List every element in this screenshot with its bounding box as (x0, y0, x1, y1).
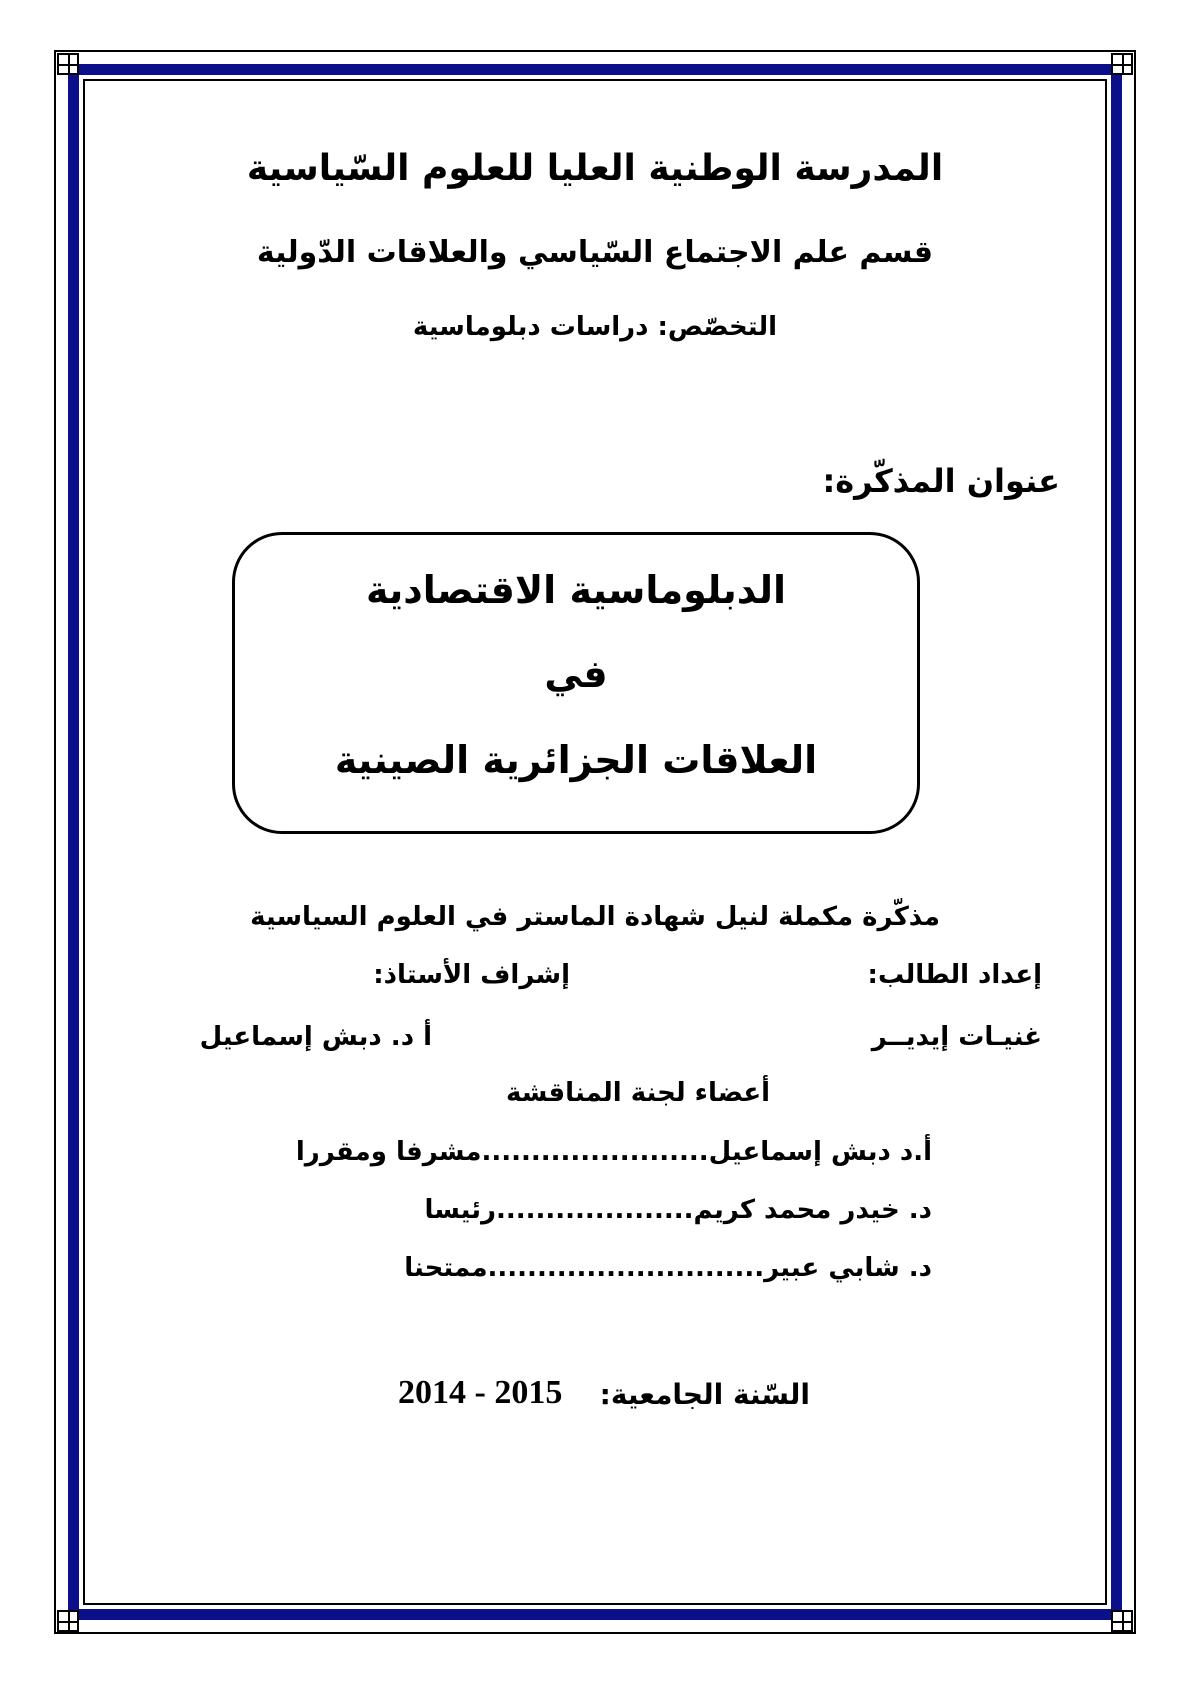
page-border-inner (83, 79, 1107, 1605)
committee-member: د. خيدر محمد كريم....................رئيسا (424, 1195, 932, 1225)
school-name: المدرسة الوطنية العليا للعلوم السّياسية (246, 148, 944, 189)
academic-year-value: 2014 - 2015 (398, 1374, 563, 1411)
corner-ornament-bottom-right (1111, 1610, 1133, 1632)
committee-member: أ.د دبش إسماعيل.......................مشرفا ومقررا (295, 1137, 932, 1167)
committee-member: د. شابي عبير............................ممتحنا (404, 1253, 932, 1283)
corner-ornament-top-left (57, 53, 79, 75)
supervisor-label: إشراف الأستاذ: (373, 960, 570, 990)
corner-ornament-top-right (1111, 53, 1133, 75)
thesis-title-line-3: العلاقات الجزائرية الصينية (334, 738, 818, 782)
degree-statement: مذكّرة مكملة لنيل شهادة الماستر في العلوم السياسية (250, 902, 940, 932)
supervisor-name: أ د. دبش إسماعيل (199, 1022, 432, 1052)
department-name: قسم علم الاجتماع السّياسي والعلاقات الدّولية (256, 235, 934, 270)
corner-ornament-bottom-left (57, 1610, 79, 1632)
thesis-title-line-1: الدبلوماسية الاقتصادية (365, 568, 787, 612)
academic-year-label: السّنة الجامعية: (599, 1378, 810, 1411)
student-label: إعداد الطالب: (867, 960, 1042, 990)
committee-heading: أعضاء لجنة المناقشة (505, 1078, 770, 1108)
student-name: غنيـات إيديــر (871, 1022, 1042, 1052)
thesis-title-label: عنوان المذكّرة: (822, 462, 1060, 500)
specialization: التخصّص: دراسات دبلوماسية (412, 312, 778, 342)
thesis-title-line-2: في (544, 652, 608, 696)
